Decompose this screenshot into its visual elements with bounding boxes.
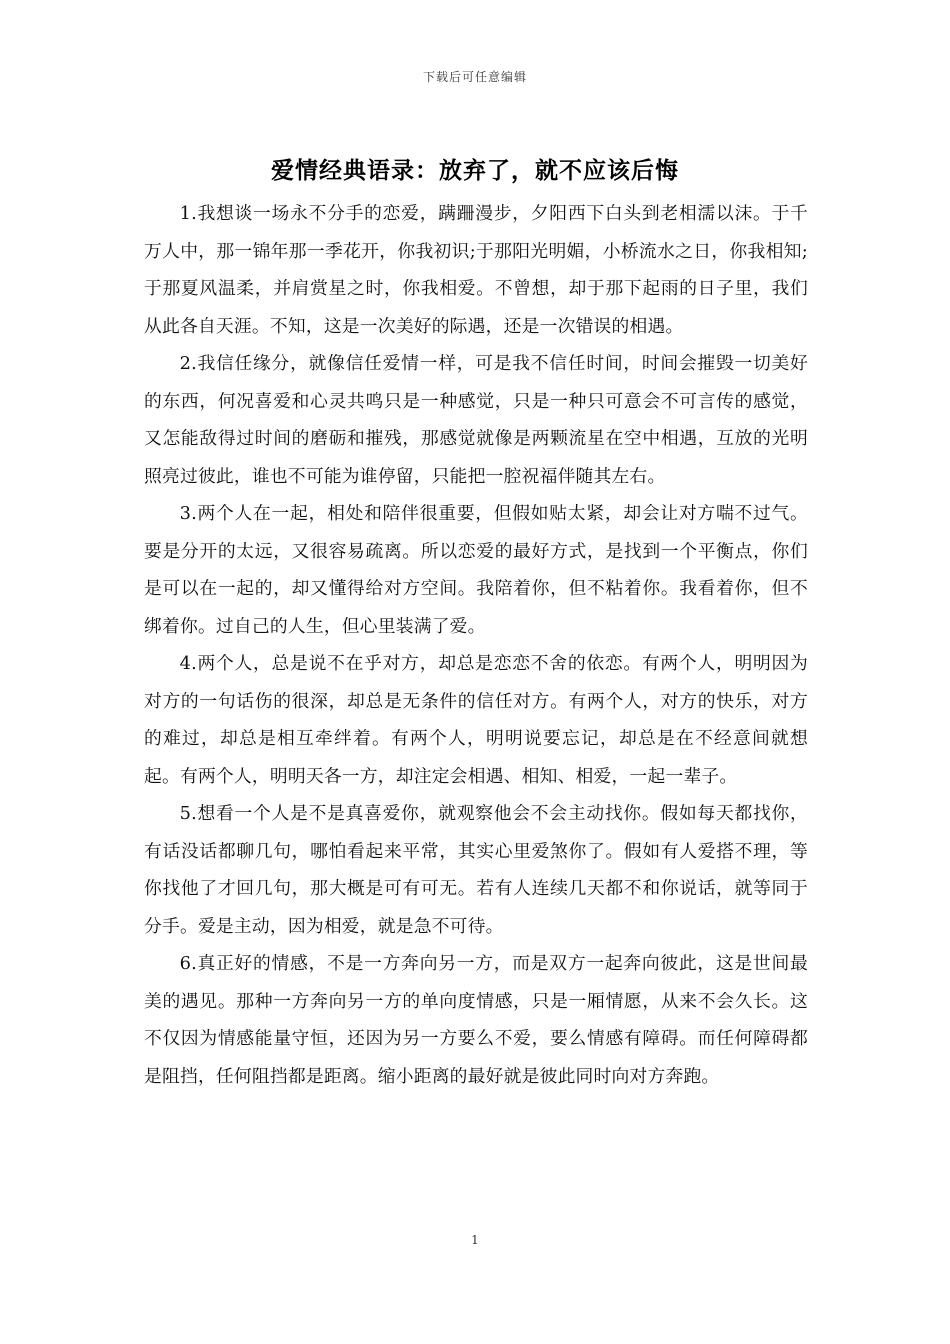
- paragraph-3: 3.两个人在一起，相处和陪伴很重要，但假如贴太紧，却会让对方喘不过气。要是分开的太远，又很容易疏离。所以恋爱的最好方式，是找到一个平衡点，你们是可以在一起的，却又懂得给对方空间。我陪着你，但不粘着你。我看着你，但不绑着你。过自己的人生，但心里装满了爱。: [144, 503, 808, 637]
- paragraph-4: 4.两个人，总是说不在乎对方，却总是恋恋不舍的依恋。有两个人，明明因为对方的一句话伤的很深，却总是无条件的信任对方。有两个人，对方的快乐，对方的难过，却总是相互牵绊着。有两个人，明明说要忘记，却总是在不经意间就想起。有两个人，明明天各一方，却注定会相遇、相知、相爱，一起一辈子。: [144, 653, 808, 787]
- paragraph-6: 6.真正好的情感，不是一方奔向另一方，而是双方一起奔向彼此，这是世间最美的遇见。那种一方奔向另一方的单向度情感，只是一厢情愿，从来不会久长。这不仅因为情感能量守恒，还因为另一方要么不爱，要么情感有障碍。而任何障碍都是阻挡，任何阻挡都是距离。缩小距离的最好就是彼此同时向对方奔跑。: [144, 953, 808, 1087]
- page-header-note: 下载后可任意编辑: [422, 70, 527, 84]
- document-title: 爱情经典语录：放弃了，就不应该后悔: [271, 158, 679, 184]
- paragraph-1: 1.我想谈一场永不分手的恋爱，蹒跚漫步，夕阳西下白头到老相濡以沫。于千万人中，那一锦年那一季花开，你我初识;于那阳光明媚，小桥流水之日，你我相知;于那夏风温柔，并肩赏星之时，你我相爱。不曾想，却于那下起雨的日子里，我们从此各自天涯。不知，这是一次美好的际遇，还是一次错误的相遇。: [144, 203, 808, 337]
- paragraph-5: 5.想看一个人是不是真喜爱你，就观察他会不会主动找你。假如每天都找你，有话没话都聊几句，哪怕看起来平常，其实心里爱煞你了。假如有人爱搭不理，等你找他了才回几句，那大概是可有可无。若有人连续几天都不和你说话，就等同于分手。爱是主动，因为相爱，就是急不可待。: [144, 803, 808, 937]
- page-number: 1: [471, 1233, 479, 1247]
- paragraph-2: 2.我信任缘分，就像信任爱情一样，可是我不信任时间，时间会摧毁一切美好的东西，何况喜爱和心灵共鸣只是一种感觉，只是一种只可意会不可言传的感觉，又怎能敌得过时间的磨砺和摧残，那感觉就像是两颗流星在空中相遇，互放的光明照亮过彼此，谁也不可能为谁停留，只能把一腔祝福伴随其左右。: [144, 353, 808, 487]
- document-body: [144, 195, 808, 1095]
